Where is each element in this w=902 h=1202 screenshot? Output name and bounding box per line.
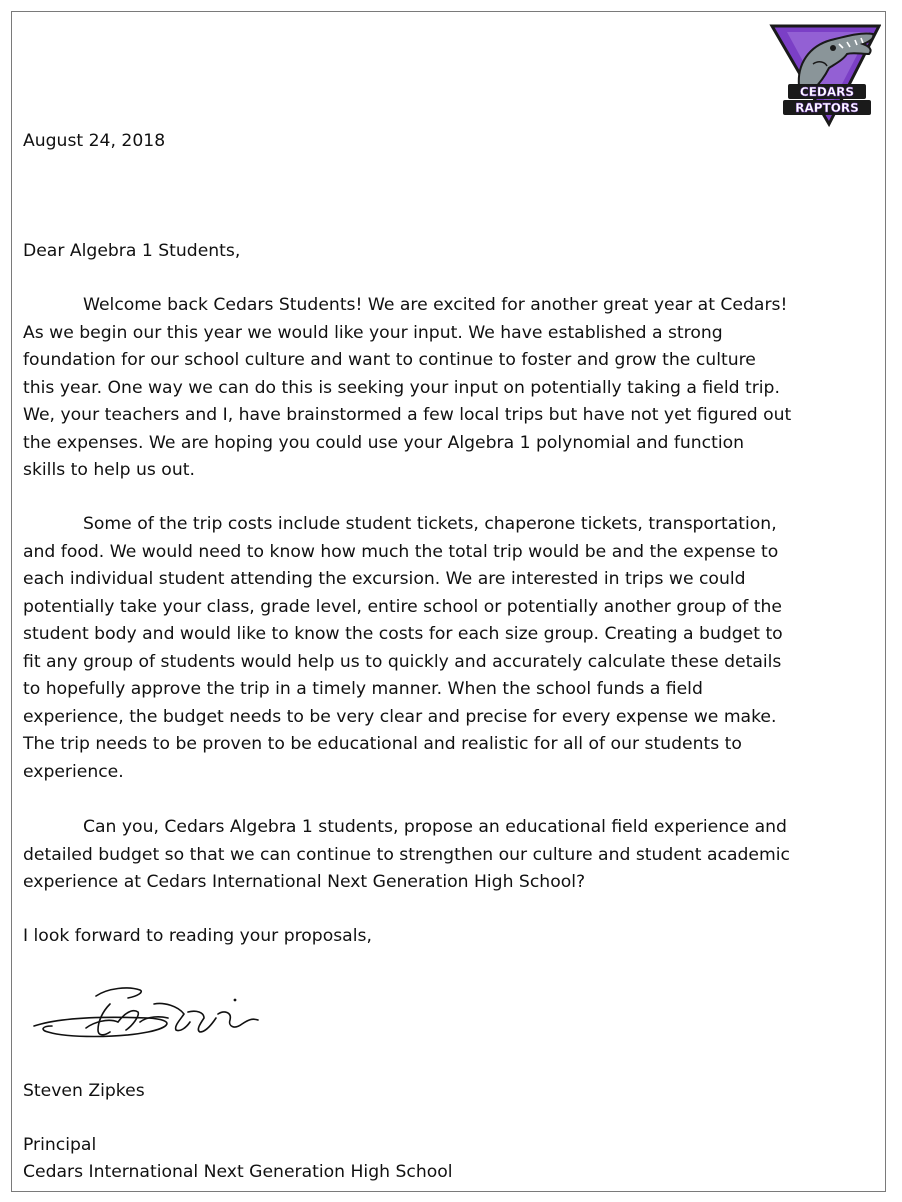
paragraph-2 [23, 511, 813, 786]
paragraph-line: to hopefully approve the trip in a timely manner. When the school funds a field [23, 679, 703, 699]
handwritten-signature [28, 982, 288, 1052]
paragraph-line: foundation for our school culture and want to continue to foster and grow the culture [23, 350, 756, 370]
paragraph-line: this year. One way we can do this is seeking your input on potentially taking a field trip. [23, 377, 780, 398]
cedars-raptors-logo [769, 24, 881, 128]
signer-title: Principal [23, 1135, 97, 1155]
closing: I look forward to reading your proposals, [23, 926, 372, 946]
paragraph-line: As we begin our this year we would like your input. We have established a strong [23, 322, 723, 343]
paragraph-line: skills to help us out. [23, 460, 195, 480]
school-name: Cedars International Next Generation High School [23, 1162, 453, 1182]
paragraph-line: Can you, Cedars Algebra 1 students, propose an educational field experience and [83, 817, 787, 837]
paragraph-line: The trip needs to be proven to be educational and realistic for all of our students to [23, 734, 742, 754]
paragraph-line: Some of the trip costs include student tickets, chaperone tickets, transportation, [83, 514, 777, 534]
paragraph-line: potentially take your class, grade level, entire school or potentially another group of the [23, 596, 782, 617]
paragraph-line: Welcome back Cedars Students! We are excited for another great year at Cedars! [83, 295, 788, 315]
paragraph-line: fit any group of students would help us to quickly and accurately calculate these details [23, 651, 782, 672]
svg-text:CEDARS: CEDARS [799, 85, 855, 99]
letter-page [11, 11, 886, 1192]
salutation: Dear Algebra 1 Students, [23, 241, 241, 261]
paragraph-line: each individual student attending the excursion. We are interested in trips we could [23, 569, 746, 589]
paragraph-3 [23, 814, 813, 897]
paragraph-line: experience at Cedars International Next Generation High School? [23, 872, 586, 892]
paragraph-line: experience, the budget needs to be very clear and precise for every expense we make. [23, 706, 777, 727]
svg-text:RAPTORS: RAPTORS [795, 101, 859, 115]
paragraph-line: the expenses. We are hoping you could use your Algebra 1 polynomial and function [23, 432, 745, 453]
letter-date: August 24, 2018 [23, 131, 166, 151]
paragraph-line: detailed budget so that we can continue to strengthen our culture and student academic [23, 844, 790, 865]
paragraph-1 [23, 292, 813, 485]
paragraph-line: We, your teachers and I, have brainstormed a few local trips but have not yet figured out [23, 405, 792, 425]
paragraph-line: student body and would like to know the costs for each size group. Creating a budget to [23, 624, 783, 644]
signer-name: Steven Zipkes [23, 1081, 145, 1101]
paragraph-line: experience. [23, 761, 124, 782]
paragraph-line: and food. We would need to know how much the total trip would be and the expense to [23, 541, 779, 562]
